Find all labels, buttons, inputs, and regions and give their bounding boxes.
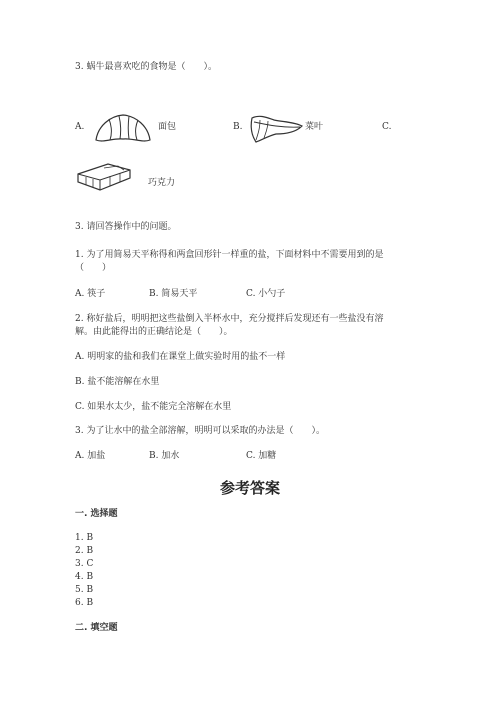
q1-line1: 1. 为了用简易天平称得和两盒回形针一样重的盐，下面材料中不需要用到的是: [75, 250, 384, 260]
question-text: 3. 蜗牛最喜欢吃的食物是（ ）。: [75, 62, 217, 72]
q2-option-a: A. 明明家的盐和我们在课堂上做实验时用的盐不一样: [75, 352, 286, 362]
q1-option-c: C. 小勺子: [246, 289, 286, 299]
q3-option-b: B. 加水: [149, 451, 180, 461]
q2-line1: 2. 称好盐后，明明把这些盐倒入半杯水中，充分搅拌后发现还有一些盐没有溶: [75, 314, 384, 324]
q3-option-a: A. 加盐: [75, 451, 106, 461]
option-a-text: 面包: [158, 122, 177, 132]
section-heading: 3. 请回答操作中的问题。: [75, 222, 177, 232]
croissant-icon: [92, 110, 154, 146]
option-c-text: 巧克力: [148, 178, 176, 188]
answers-section1-heading: 一. 选择题: [75, 509, 118, 519]
option-c-letter: C.: [382, 122, 392, 132]
q2-line2: 解。由此能得出的正确结论是（ ）。: [75, 327, 233, 337]
leaf-icon: [246, 110, 306, 146]
chocolate-icon: [74, 158, 134, 196]
answer-item: 5. B: [75, 585, 94, 595]
answers-title: 参考答案: [219, 479, 280, 497]
q1-line2: （ ）: [75, 263, 112, 273]
option-b-text: 菜叶: [305, 122, 324, 132]
q2-option-c: C. 如果水太少，盐不能完全溶解在水里: [75, 402, 232, 412]
q1-option-b: B. 简易天平: [149, 289, 198, 299]
option-b-letter: B.: [233, 122, 243, 132]
q3-option-c: C. 加糖: [246, 451, 277, 461]
q1-option-a: A. 筷子: [75, 289, 106, 299]
answer-item: 2. B: [75, 546, 94, 556]
option-a-letter: A.: [75, 122, 85, 132]
q2-option-b: B. 盐不能溶解在水里: [75, 377, 160, 387]
q3-line: 3. 为了让水中的盐全部溶解，明明可以采取的办法是（ ）。: [75, 426, 325, 436]
answer-item: 3. C: [75, 559, 94, 569]
answer-item: 4. B: [75, 572, 94, 582]
answer-item: 6. B: [75, 598, 94, 608]
answer-item: 1. B: [75, 533, 94, 543]
answers-section2-heading: 二. 填空题: [75, 623, 118, 633]
